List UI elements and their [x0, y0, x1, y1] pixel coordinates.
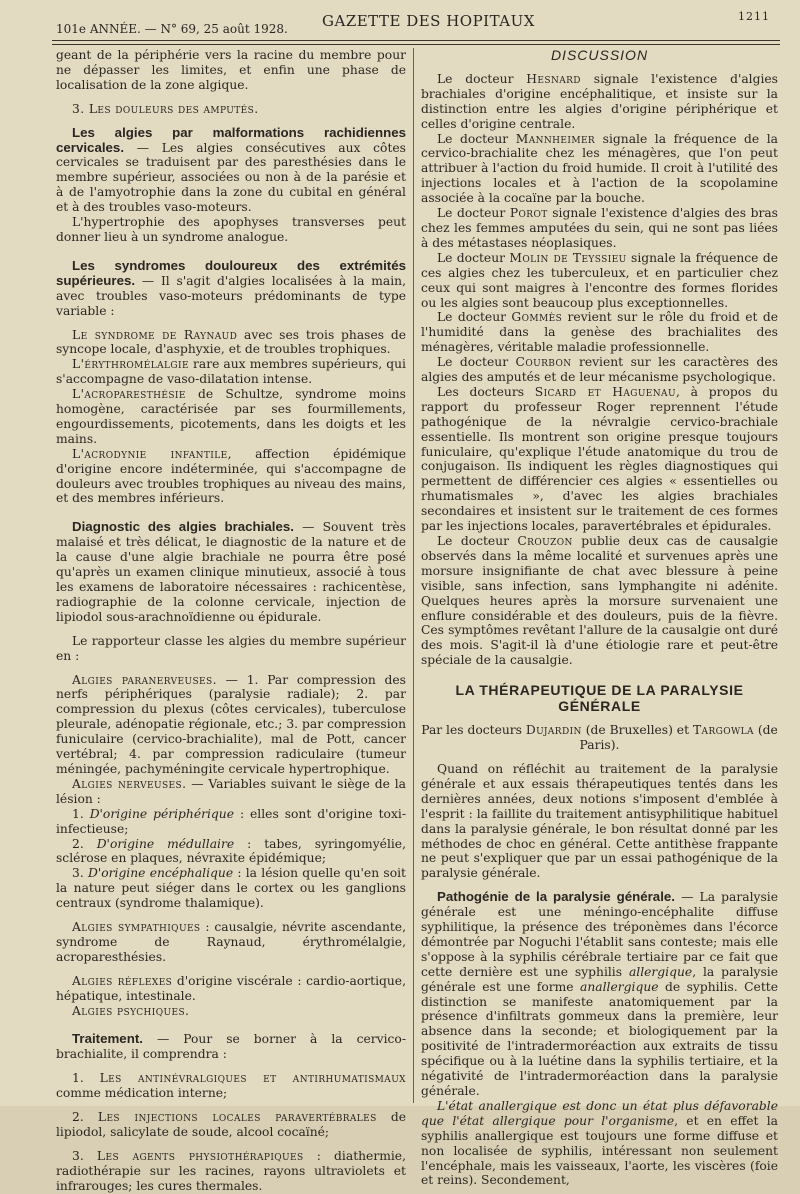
paragraph: Le docteur Molin de Teyssieu signale la fréquence de ces algies chez les tuberculeux, et en particulier chez ceux qui sont maigres à l'encontre des formes florides ou les algies sont beaucoup plus exceptionnelles. — [421, 250, 778, 310]
paragraph: L'hypertrophie des apophyses transverses peut donner lieu à un syndrome analogue. — [56, 215, 406, 244]
term: L'acrodynie infantile — [72, 446, 228, 461]
article-title-line-2: GÉNÉRALE — [558, 698, 641, 715]
term: Algies réflexes — [72, 973, 173, 988]
list-item — [56, 102, 406, 117]
paragraph: Le rapporteur classe les algies du membre supérieur en : — [56, 633, 406, 663]
column-divider — [413, 48, 414, 1103]
authors-line: Par les docteurs Dujardin (de Bruxelles) et Targowla (de Paris). — [421, 723, 778, 753]
paragraph: Le docteur Mannheimer signale la fréquence de la cervico-brachialite chez les ménagères, que l'on peut attribuer à l'action du froid humide. Il croit à l'utilité des injections locales et à l'action de la scopolamine associée à la cocaïne par la bouche. — [421, 131, 778, 206]
paragraph: L'acrodynie infantile, affection épidémique d'origine encore indéterminée, qui s'accompagne de douleurs avec troubles trophiques au niveau des mains, et des membres inférieurs. — [56, 446, 406, 506]
section-heading: Pathogénie de la paralysie générale. — [437, 889, 675, 905]
term: L'acroparesthésie — [72, 387, 186, 402]
paragraph — [56, 1004, 406, 1019]
list-item: 3. D'origine encéphalique : la lésion quelle qu'en soit la nature peut siéger dans le cortex ou les ganglions centraux (syndrome thalamique). — [56, 866, 406, 911]
discussion-heading: DISCUSSION — [550, 47, 649, 63]
paragraph: Traitement. — Pour se borner à la cervico-brachialite, il comprendra : — [56, 1031, 406, 1062]
left-column — [56, 48, 406, 1194]
section-heading: Traitement. — [72, 1031, 143, 1047]
paragraph: Le docteur Courbon revient sur les caractères des algies des amputés et de leur mécanisme psychologique. — [421, 355, 778, 385]
journal-title: GAZETTE DES HOPITAUX — [322, 12, 535, 30]
list-item: 2. D'origine médullaire : tabes, syringomyélie, sclérose en plaques, névraxite épidémique; — [56, 836, 406, 866]
paragraph: Le syndrome de Raynaud avec ses trois phases de syncope locale, d'asphyxie, et de troubles trophiques. — [56, 327, 406, 357]
term: Algies nerveuses. — [72, 776, 187, 791]
header-rule-second — [52, 44, 780, 45]
list-item: 2. Les injections locales paravertébrales de lipiodol, salicylate de soude, alcool cocaïné; — [56, 1110, 406, 1139]
paragraph: Pathogénie de la paralysie générale. — La paralysie générale est une méningo-encéphalite diffuse syphilitique, la présence des tréponèmes dans l'écorce démontrée par Noguchi l'établit sans conteste; mais elle s'oppose à la syphilis cérébrale tertiaire par ce fait que cette dernière est une syphilis allergique, la paralysie générale est une forme anallergique de syphilis. Cette distinction se manifeste anatomiquement par la présence d'infiltrats gommeux dans la première, leur absence dans la seconde; et biologiquement par la positivité de l'intradermoréaction aux extraits de tissu spécifique ou à la luétine dans la syphilis tertiaire, et la négativité de l'intradermoréaction dans la paralysie générale. — [421, 889, 778, 1098]
issue-line: 101e ANNÉE. — N° 69, 25 août 1928. — [56, 22, 288, 36]
paragraph: Le docteur Porot signale l'existence d'algies des bras chez les femmes amputées du sein, qui ne sont pas liées à des métastases néoplasiques. — [421, 206, 778, 250]
paragraph: geant de la périphérie vers la racine du membre pour ne dépasser les limites, et enfin une phase de localisation de la zone algique. — [56, 48, 406, 92]
paragraph: Le docteur Crouzon publie deux cas de causalgie observés dans la même localité et survenues après une morsure insignifiante de chat avec blessure à peine visible, sans infection, sans lymphangite ni adénite. Quelques heures après la morsure survenaient une enflure considérable et des douleurs, puis de la fièvre. Ces symptômes revêtant l'allure de la causalgie ont duré des mois. S'agit-il là d'une étiologie rare et peut-être spéciale de la causalgie. — [421, 534, 778, 668]
list-item: 1. D'origine périphérique : elles sont d'origine toxi-infectieuse; — [56, 806, 406, 836]
section-label: 3. Les douleurs des amputés. — [72, 101, 259, 116]
list-item: 3. Les agents physiothérapiques : diathermie, radiothérapie sur les racines, rayons ultraviolets et infrarouges; les cures thermales. — [56, 1148, 406, 1193]
page-header — [0, 0, 800, 38]
page-number: 1211 — [738, 10, 770, 23]
paragraph: Algies paranerveuses. — 1. Par compression des nerfs périphériques (paralysie radiale); 2. par compression du plexus (côtes cervicales), tuberculose pleurale, adénopatie régionale, etc.; 3. par compression funiculaire (cervico-brachialite), mal de Pott, cancer vertébral; 4. par compression radiculaire (tumeur méningée, pachyméningite cervicale hypertrophique. — [56, 672, 406, 776]
paragraph: Le docteur Gommès revient sur le rôle du froid et de l'humidité dans la genèse des brachialites des ménagères, véritable maladie professionnelle. — [421, 310, 778, 355]
article-title: LA THÉRAPEUTIQUE DE LA PARALYSIE — [455, 682, 744, 699]
paragraph: Diagnostic des algies brachiales. — Souvent très malaisé et très délicat, le diagnostic de la nature et de la cause d'une algie brachiale ne pourra être posé qu'après un examen clinique minutieux, associé à tous les examens de laboratoire nécessaires : rachicentèse, radiographie de la colonne cervicale, injection de lipiodol sous-arachnoïdienne ou épidurale. — [56, 519, 406, 624]
paragraph: Algies sympathiques : causalgie, névrite ascendante, syndrome de Raynaud, érythromélalgie, acroparesthésies. — [56, 920, 406, 964]
paragraph: Quand on réfléchit au traitement de la paralysie générale et aux essais thérapeutiques tentés dans les dernières années, deux notions s'imposent d'emblée à l'esprit : la faillite du traitement antisyphilitique habituel dans la paralysie générale, le bon résultat donné par les méthodes de choc en général. Cette antithèse frappante ne peut s'expliquer que par un essai pathogénique de la paralysie générale. — [421, 761, 778, 881]
paragraph: Algies réflexes d'origine viscérale : cardio-aortique, hépatique, intestinale. — [56, 973, 406, 1003]
term: Algies sympathiques — [72, 920, 201, 935]
paragraph: Les docteurs Sicard et Haguenau, à propos du rapport du professeur Roger reprennent l'étude pathogénique de la névralgie cervico-brachiale essentielle. Ils montrent son origine presque toujours funiculaire, qu'explique l'étude anatomique du trou de conjugaison. Ils indiquent les règles diagnostiques qui permettent de différencier ces algies « essentielles ou rhumatismales », d'avec les algies brachiales secondaires et insistent sur le traitement de ces formes par les injections locales, paravertébrales et épidurales. — [421, 384, 779, 534]
paragraph: Algies nerveuses. — Variables suivant le siège de la lésion : — [56, 776, 406, 806]
section-heading: Les syndromes douloureux des extrémités supérieures. — [56, 257, 406, 288]
term: Le syndrome de Raynaud — [72, 327, 238, 342]
term: Algies paranerveuses. — [72, 672, 217, 687]
paragraph: L'acroparesthésie de Schultze, syndrome moins homogène, caractérisée par ses fourmillements, engourdissements, picotements, dans les doigts et les mains. — [56, 387, 406, 446]
paragraph: L'état anallergique est donc un état plus défavorable que l'état allergique pour l'organisme, et en effet la syphilis anallergique est toujours une forme diffuse et non localisée de syphilis, intéressant non seulement l'encéphale, mais les vaisseaux, l'aorte, les viscères (foie et reins). Secondement, — [421, 1098, 778, 1188]
header-rule — [52, 40, 780, 41]
right-column — [421, 48, 778, 1188]
term: Algies psychiques. — [72, 1003, 190, 1018]
list-item: 1. Les antinévralgiques et antirhumatismaux comme médication interne; — [56, 1071, 406, 1101]
paragraph: Le docteur Hesnard signale l'existence d'algies brachiales d'origine encéphalitique, et insiste sur la distinction entre les algies d'origine périphérique et celles d'origine centrale. — [421, 71, 778, 131]
section-heading: Diagnostic des algies brachiales. — [72, 519, 294, 535]
paragraph: Les algies par malformations rachidiennes cervicales. — Les algies consécutives aux côtes cervicales se traduisent par des paresthésies dans le membre supérieur, associées ou non à de la parésie et à de l'amyotrophie dans la zone du cubital en général et à des troubles vaso-moteurs. — [56, 124, 406, 215]
paragraph: L'érythromélalgie rare aux membres supérieurs, qui s'accompagne de vaso-dilatation intense. — [56, 357, 406, 387]
section-heading: Les algies par malformations rachidiennes cervicales. — [56, 124, 406, 155]
term: L'érythromélalgie — [72, 357, 189, 372]
paragraph: Les syndromes douloureux des extrémités supérieures. — Il s'agit d'algies localisées à la main, avec troubles vaso-moteurs prédominants de type variable : — [56, 257, 406, 318]
